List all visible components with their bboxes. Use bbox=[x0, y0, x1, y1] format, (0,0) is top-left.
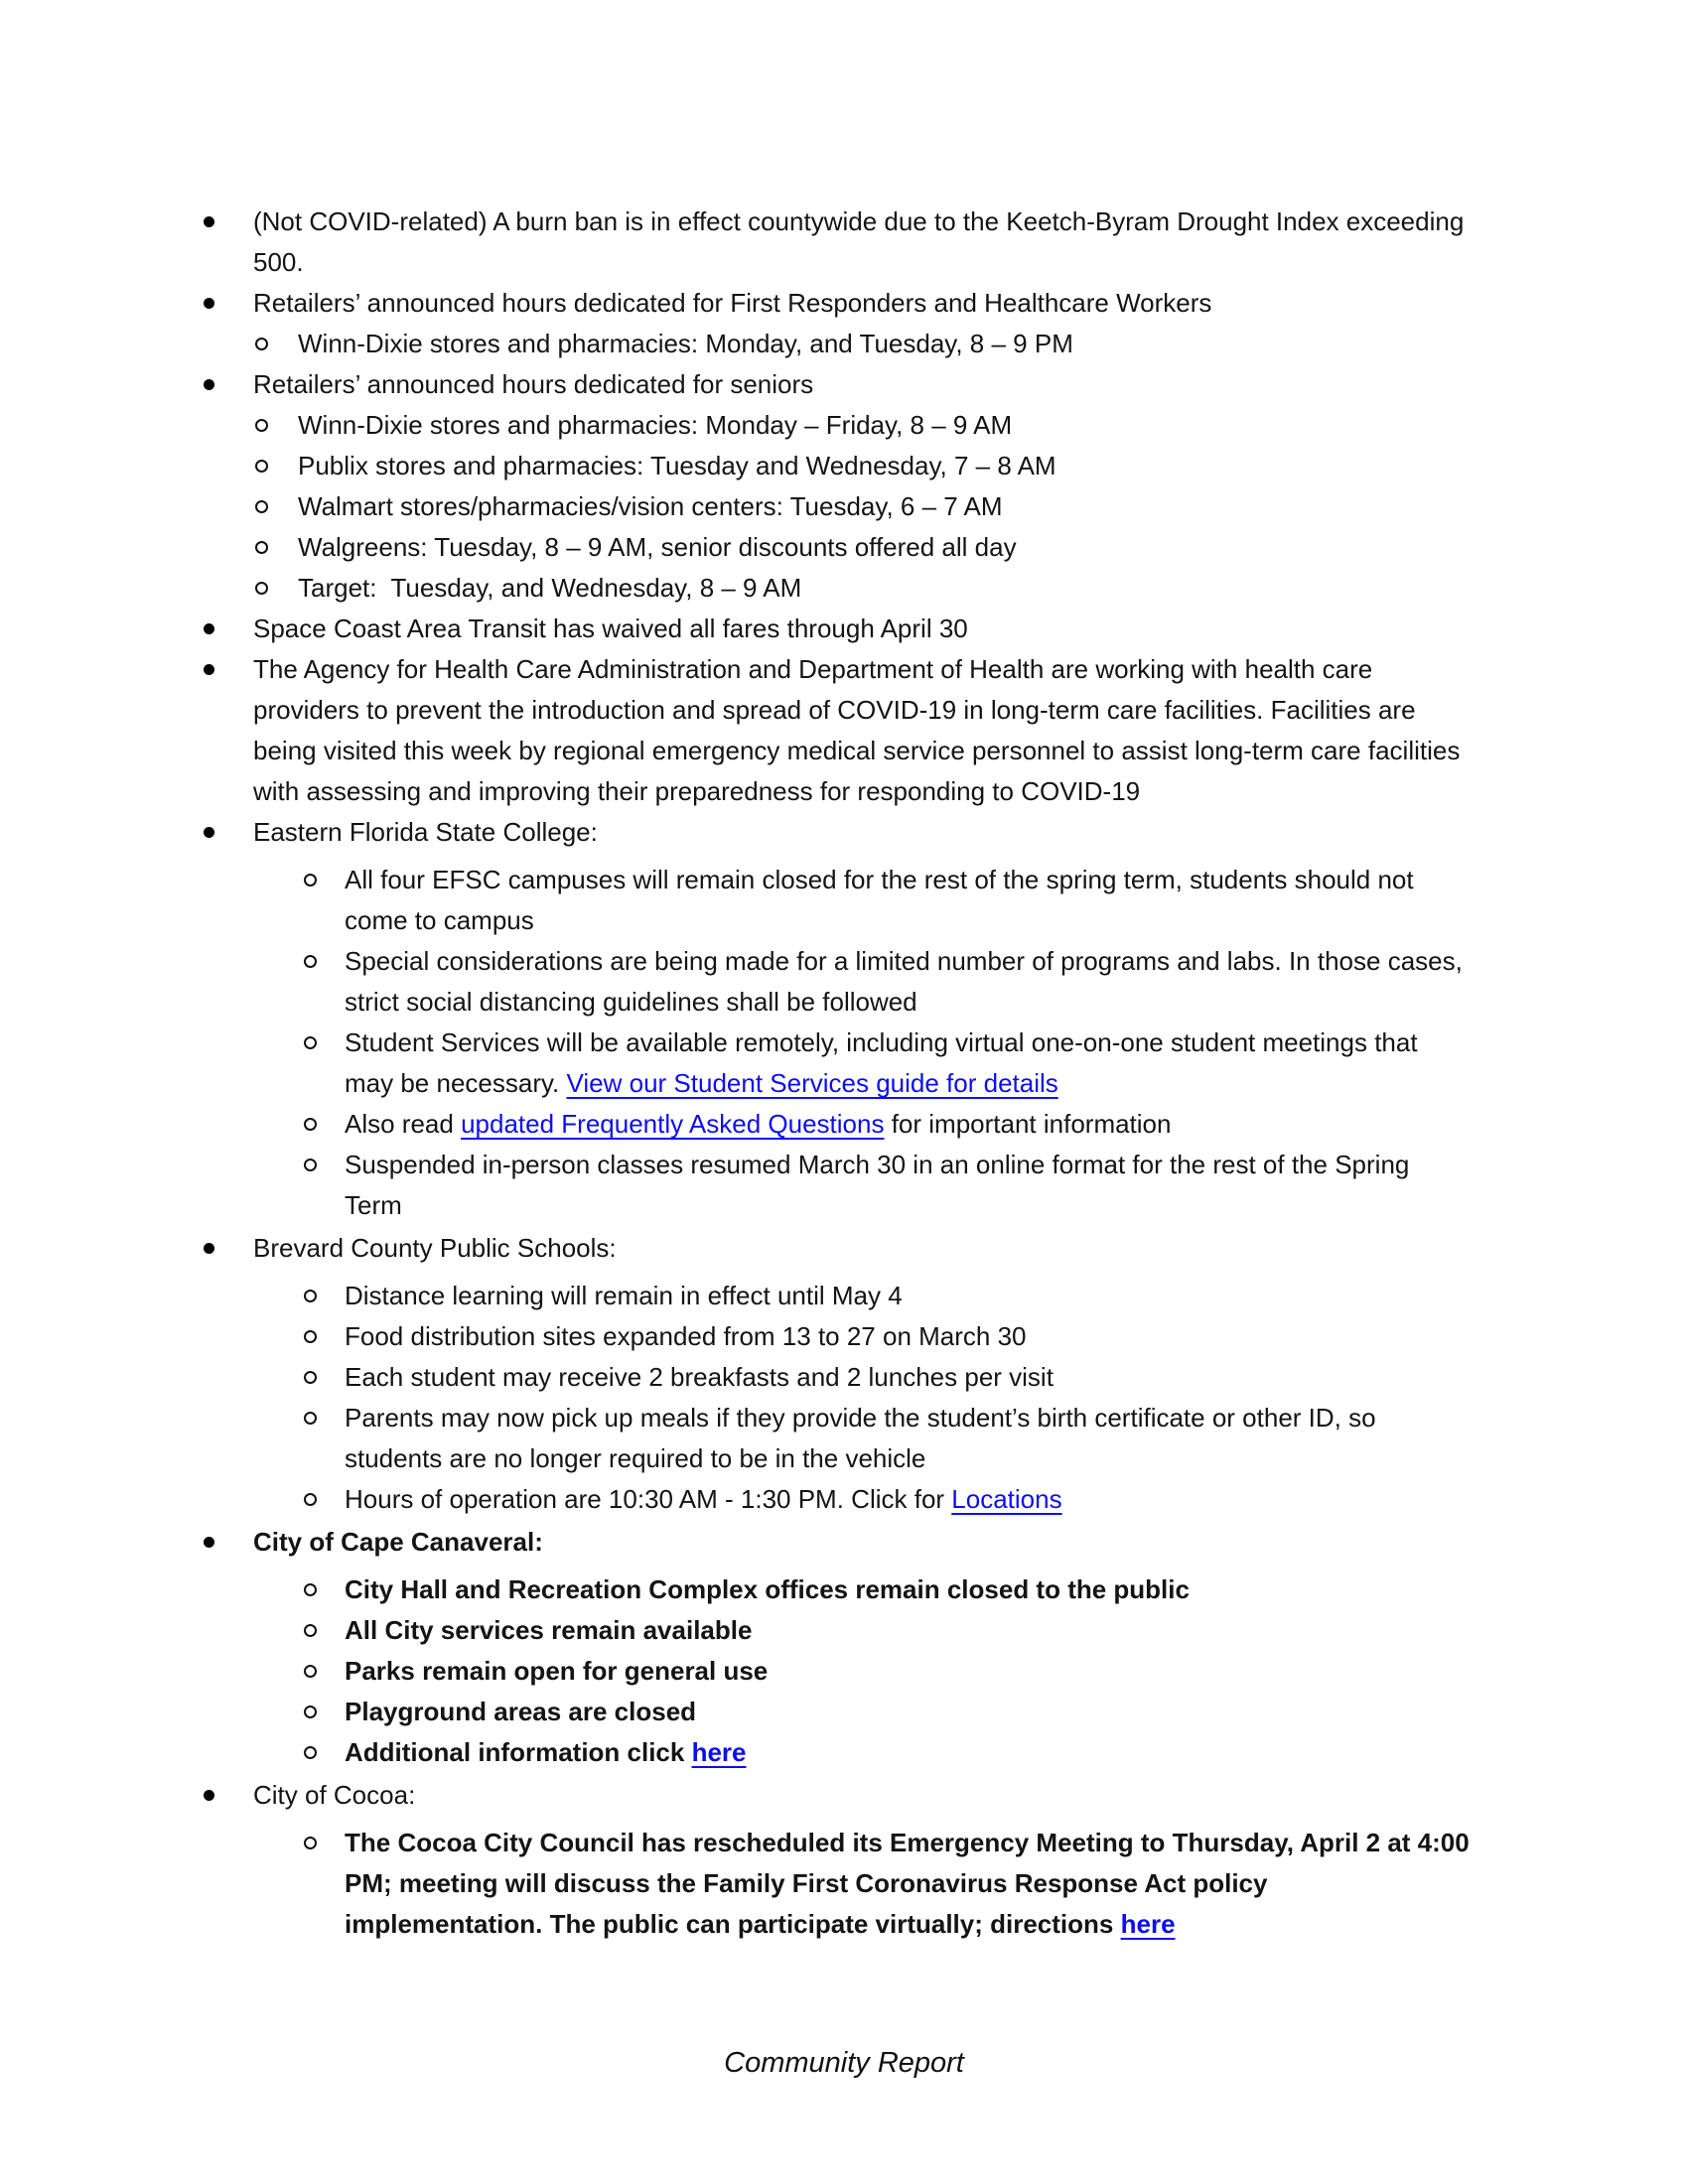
bullet-text bbox=[253, 1527, 543, 1557]
sub-bullet-item bbox=[202, 405, 1473, 446]
text-run: Parks remain open for general use bbox=[345, 1656, 769, 1686]
text-run: for important information bbox=[884, 1109, 1172, 1139]
text-run: Each student may receive 2 breakfasts and 2 lunches per visit bbox=[345, 1362, 1054, 1392]
text-run: All four EFSC campuses will remain closed for the rest of the spring term, students should not come to campus bbox=[345, 865, 1421, 935]
sub-bullet-text bbox=[298, 573, 801, 603]
sub-bullet-item bbox=[202, 860, 1473, 941]
sub-bullet-item bbox=[202, 1276, 1473, 1316]
sub-bullet-text bbox=[298, 410, 1012, 440]
sub-bullet-item bbox=[202, 1023, 1473, 1104]
circle-bullet-icon bbox=[304, 1118, 317, 1131]
disc-bullet-icon bbox=[204, 827, 214, 838]
text-run: Target: Tuesday, and Wednesday, 8 – 9 AM bbox=[298, 573, 802, 603]
sub-bullet-list bbox=[202, 860, 1473, 1226]
sub-bullet-item bbox=[202, 1732, 1473, 1773]
bullet-item bbox=[202, 609, 1473, 649]
text-run: Retailers’ announced hours dedicated for First Responders and Healthcare Workers bbox=[253, 288, 1212, 318]
sub-bullet-item bbox=[202, 446, 1473, 486]
circle-bullet-icon bbox=[255, 582, 268, 595]
bullet-text bbox=[253, 288, 1211, 318]
sub-bullet-text bbox=[345, 1403, 1383, 1473]
sub-bullet-list bbox=[202, 1570, 1473, 1773]
circle-bullet-icon bbox=[304, 955, 317, 968]
sub-bullet-text bbox=[298, 491, 1003, 521]
bullet-text bbox=[253, 614, 968, 643]
sub-bullet-text bbox=[345, 1281, 903, 1310]
sub-bullet-text bbox=[345, 1828, 1477, 1939]
hyperlink[interactable]: updated Frequently Asked Questions bbox=[461, 1109, 885, 1139]
circle-bullet-icon bbox=[304, 1330, 317, 1343]
hyperlink[interactable]: View our Student Services guide for details bbox=[566, 1068, 1058, 1098]
text-run: The Agency for Health Care Administration and Department of Health are working with health care providers to prevent the introduction and spread of COVID-19 in long-term care facilities. Facilities are being visited this week by regional emergency medical service personnel to assist long-term care facilities with assessing and improving their preparedness for responding to COVID-19 bbox=[253, 654, 1468, 806]
bullet-item bbox=[202, 364, 1473, 405]
sub-bullet-item bbox=[202, 568, 1473, 609]
sub-bullet-text bbox=[345, 1027, 1425, 1098]
sub-bullet-text bbox=[345, 865, 1421, 935]
sub-bullet-list bbox=[202, 324, 1473, 364]
sub-bullet-text bbox=[298, 532, 1017, 562]
text-run: Playground areas are closed bbox=[345, 1697, 697, 1726]
bullet-text bbox=[253, 1780, 415, 1810]
circle-bullet-icon bbox=[304, 1583, 317, 1596]
disc-bullet-icon bbox=[204, 379, 214, 390]
circle-bullet-icon bbox=[255, 541, 268, 554]
hyperlink[interactable]: here bbox=[1120, 1909, 1176, 1939]
text-run: Retailers’ announced hours dedicated for seniors bbox=[253, 369, 814, 399]
sub-bullet-item bbox=[202, 1104, 1473, 1145]
sub-bullet-list bbox=[202, 1276, 1473, 1520]
text-run: Hours of operation are 10:30 AM - 1:30 PM. Click for bbox=[345, 1484, 952, 1514]
circle-bullet-icon bbox=[304, 1837, 317, 1849]
circle-bullet-icon bbox=[304, 874, 317, 887]
circle-bullet-icon bbox=[304, 1746, 317, 1759]
disc-bullet-icon bbox=[204, 1790, 214, 1801]
sub-bullet-text bbox=[298, 329, 1073, 358]
sub-bullet-item bbox=[202, 1316, 1473, 1357]
circle-bullet-icon bbox=[304, 1624, 317, 1637]
text-run: Additional information click bbox=[345, 1737, 692, 1767]
sub-bullet-item bbox=[202, 1692, 1473, 1732]
bullet-item bbox=[202, 1228, 1473, 1269]
circle-bullet-icon bbox=[304, 1706, 317, 1718]
sub-bullet-text bbox=[345, 1109, 1171, 1139]
bullet-list bbox=[202, 202, 1477, 1947]
text-run: (Not COVID-related) A burn ban is in effect countywide due to the Keetch-Byram Drought Index exceeding 500. bbox=[253, 206, 1472, 277]
text-run: Student Services will be available remotely, including virtual one-on-one student meetings that may be necessary. bbox=[345, 1027, 1425, 1098]
text-run: Suspended in-person classes resumed March 30 in an online format for the rest of the Spring Term bbox=[345, 1150, 1417, 1220]
circle-bullet-icon bbox=[304, 1665, 317, 1678]
disc-bullet-icon bbox=[204, 1243, 214, 1254]
sub-bullet-text bbox=[298, 451, 1056, 480]
sub-bullet-text bbox=[345, 1484, 1062, 1514]
text-run: Winn-Dixie stores and pharmacies: Monday, and Tuesday, 8 – 9 PM bbox=[298, 329, 1073, 358]
footer-title: Community Report bbox=[724, 2047, 964, 2079]
circle-bullet-icon bbox=[304, 1371, 317, 1384]
text-run: Also read bbox=[345, 1109, 462, 1139]
disc-bullet-icon bbox=[204, 623, 214, 634]
disc-bullet-icon bbox=[204, 298, 214, 309]
disc-bullet-icon bbox=[204, 1537, 214, 1548]
sub-bullet-text bbox=[345, 1321, 1027, 1351]
text-run: Walmart stores/pharmacies/vision centers: Tuesday, 6 – 7 AM bbox=[298, 491, 1003, 521]
sub-bullet-item bbox=[202, 1570, 1473, 1610]
circle-bullet-icon bbox=[304, 1036, 317, 1049]
text-run: Distance learning will remain in effect until May 4 bbox=[345, 1281, 903, 1310]
disc-bullet-icon bbox=[204, 216, 214, 227]
text-run: Brevard County Public Schools: bbox=[253, 1233, 617, 1263]
sub-bullet-text bbox=[345, 1737, 747, 1767]
circle-bullet-icon bbox=[304, 1159, 317, 1171]
bullet-item bbox=[202, 283, 1473, 324]
hyperlink[interactable]: here bbox=[691, 1737, 747, 1767]
bullet-item bbox=[202, 1775, 1473, 1816]
text-run: The Cocoa City Council has rescheduled its Emergency Meeting to Thursday, April 2 at 4:00 PM; meeting will discuss the Family First Coronavirus Response Act policy implementation. The public can participate virtually; directions bbox=[345, 1828, 1477, 1939]
circle-bullet-icon bbox=[255, 460, 268, 473]
bullet-text bbox=[253, 206, 1472, 277]
circle-bullet-icon bbox=[255, 419, 268, 432]
sub-bullet-item bbox=[202, 1357, 1473, 1398]
bullet-text bbox=[253, 369, 813, 399]
sub-bullet-item bbox=[202, 941, 1473, 1023]
disc-bullet-icon bbox=[204, 664, 214, 675]
sub-bullet-item bbox=[202, 1823, 1477, 1945]
text-run: Winn-Dixie stores and pharmacies: Monday – Friday, 8 – 9 AM bbox=[298, 410, 1013, 440]
text-run: City Hall and Recreation Complex offices remain closed to the public bbox=[345, 1574, 1190, 1604]
text-run: City of Cape Canaveral: bbox=[253, 1527, 543, 1557]
sub-bullet-item bbox=[202, 527, 1473, 568]
sub-bullet-item bbox=[202, 1610, 1473, 1651]
sub-bullet-text bbox=[345, 1150, 1416, 1220]
circle-bullet-icon bbox=[304, 1412, 317, 1425]
bullet-item bbox=[202, 1522, 1473, 1563]
text-run: Walgreens: Tuesday, 8 – 9 AM, senior discounts offered all day bbox=[298, 532, 1017, 562]
text-run: Eastern Florida State College: bbox=[253, 817, 598, 847]
text-run: Special considerations are being made for a limited number of programs and labs. In those cases, strict social distancing guidelines shall be followed bbox=[345, 946, 1471, 1017]
bullet-text bbox=[253, 817, 598, 847]
sub-bullet-text bbox=[345, 1574, 1190, 1604]
hyperlink[interactable]: Locations bbox=[951, 1484, 1062, 1514]
sub-bullet-list bbox=[202, 1823, 1477, 1945]
text-run: City of Cocoa: bbox=[253, 1780, 416, 1810]
sub-bullet-text bbox=[345, 1697, 696, 1726]
bullet-text bbox=[253, 1233, 617, 1263]
sub-bullet-list bbox=[202, 405, 1473, 609]
text-run: Space Coast Area Transit has waived all fares through April 30 bbox=[253, 614, 968, 643]
circle-bullet-icon bbox=[304, 1290, 317, 1302]
bullet-text bbox=[253, 654, 1468, 806]
circle-bullet-icon bbox=[304, 1493, 317, 1506]
text-run: Food distribution sites expanded from 13 to 27 on March 30 bbox=[345, 1321, 1027, 1351]
bullet-item bbox=[202, 812, 1473, 853]
text-run: Parents may now pick up meals if they provide the student’s birth certificate or other ID, so students are no longer required to be in the vehicle bbox=[345, 1403, 1383, 1473]
sub-bullet-item bbox=[202, 1398, 1473, 1479]
bullet-item bbox=[202, 202, 1473, 283]
sub-bullet-item bbox=[202, 1145, 1473, 1226]
sub-bullet-text bbox=[345, 946, 1470, 1017]
text-run: All City services remain available bbox=[345, 1615, 753, 1645]
bullet-item bbox=[202, 649, 1473, 812]
sub-bullet-item bbox=[202, 1479, 1473, 1520]
sub-bullet-text bbox=[345, 1362, 1054, 1392]
sub-bullet-text bbox=[345, 1615, 752, 1645]
sub-bullet-item bbox=[202, 324, 1473, 364]
sub-bullet-item bbox=[202, 486, 1473, 527]
circle-bullet-icon bbox=[255, 500, 268, 513]
circle-bullet-icon bbox=[255, 338, 268, 350]
sub-bullet-text bbox=[345, 1656, 768, 1686]
sub-bullet-item bbox=[202, 1651, 1473, 1692]
text-run: Publix stores and pharmacies: Tuesday and Wednesday, 7 – 8 AM bbox=[298, 451, 1056, 480]
